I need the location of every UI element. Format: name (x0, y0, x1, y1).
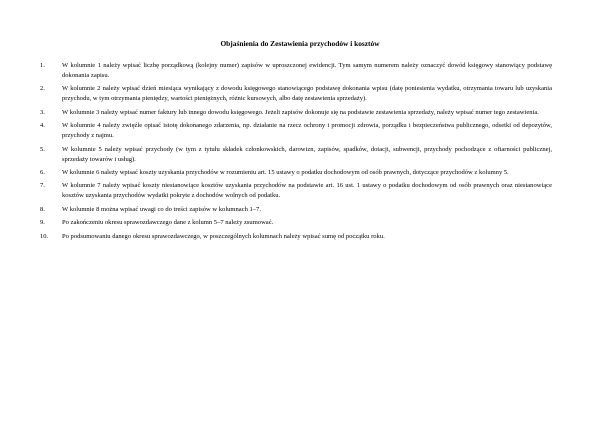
item-number: 1. (40, 62, 45, 69)
list-item (40, 181, 552, 201)
item-text: W kolumnie 1 należy wpisać liczbę porządkową (kolejny numer) zapisów w uproszczonej ewidencji. Tym samym numerem należy oznaczyć dowód księgowy stanowiący podstawę dokonania zapisu. (62, 62, 552, 79)
item-number: 5. (40, 145, 45, 153)
item-text: Po podsumowaniu danego okresu sprawozdawczego, w poszczególnych kolumnach należy wpisać sumę od początku roku. (62, 232, 385, 240)
item-number: 2. (40, 85, 45, 93)
explanations-list (40, 61, 552, 245)
list-item (40, 108, 552, 118)
item-text: W kolumnie 8 można wpisać uwagi co do treści zapisów w kolumnach 1–7. (62, 205, 261, 213)
list-item (40, 121, 552, 141)
item-number: 9. (40, 219, 45, 227)
item-text: Po zakończeniu okresu sprawozdawczego dane z kolumn 5–7 należy zsumować. (62, 219, 274, 227)
item-text: W kolumnie 5 należy wpisać przychody (w tym z tytułu składek członkowskich, darowizn, zapisów, spadków, dotacji, subwencji, przychody pochodzące z ofiarności publicznej, sprzedaży towarów i usług). (62, 145, 552, 163)
item-text: W kolumnie 2 należy wpisać dzień miesiąca wynikający z dowodu księgowego stanowiącego podstawę dokonania wpisu (datę poniesienia wydatku, otrzymania towaru lub uzyskania przychodu, w tym otrzymania pieniędzy, wartości pieniężnych, różnic kursowych, albo datę zestawienia sprzedaży). (62, 85, 552, 103)
list-item (40, 232, 552, 242)
list-item (40, 145, 552, 165)
list-item (40, 168, 552, 178)
item-text: W kolumnie 7 należy wpisać koszty niestanowiące kosztów uzyskania przychodów na podstawie art. 16 ust. 1 ustawy o podatku dochodowym od osób prawnych oraz niestanowiące kosztów uzyskania przychodów wydatki pokryte z dochodów wolnych od podatku. (62, 182, 552, 200)
item-text: W kolumnie 3 należy wpisać numer faktury lub innego dowodu księgowego. Jeżeli zapisów dokonuje się na podstawie zestawienia sprzedaży, należy wpisać numer tego zestawienia. (62, 108, 539, 116)
list-item (40, 61, 552, 81)
item-text: W kolumnie 6 należy wpisać koszty uzyskania przychodów w rozumieniu art. 15 ustawy o podatku dochodowym od osób prawnych, dotyczące przychodów z kolumny 5. (62, 168, 509, 176)
item-number: 8. (40, 205, 45, 213)
item-number: 6. (40, 168, 45, 176)
item-text: W kolumnie 4 należy zwięźle opisać istotę dokonanego zdarzenia, np. działanie na rzecz ochrony i promocji zdrowia, porządku i bezpieczeństwa publicznego, odsetki od depozytów, przychody z najmu. (62, 122, 552, 140)
list-item (40, 84, 552, 104)
item-number: 3. (40, 108, 45, 116)
item-number: 7. (40, 182, 45, 190)
list-item (40, 205, 552, 215)
list-item (40, 218, 552, 228)
document-title: Objaśnienia do Zestawienia przychodów i kosztów (220, 39, 380, 48)
item-number: 4. (40, 122, 45, 130)
item-number: 10. (40, 232, 49, 240)
